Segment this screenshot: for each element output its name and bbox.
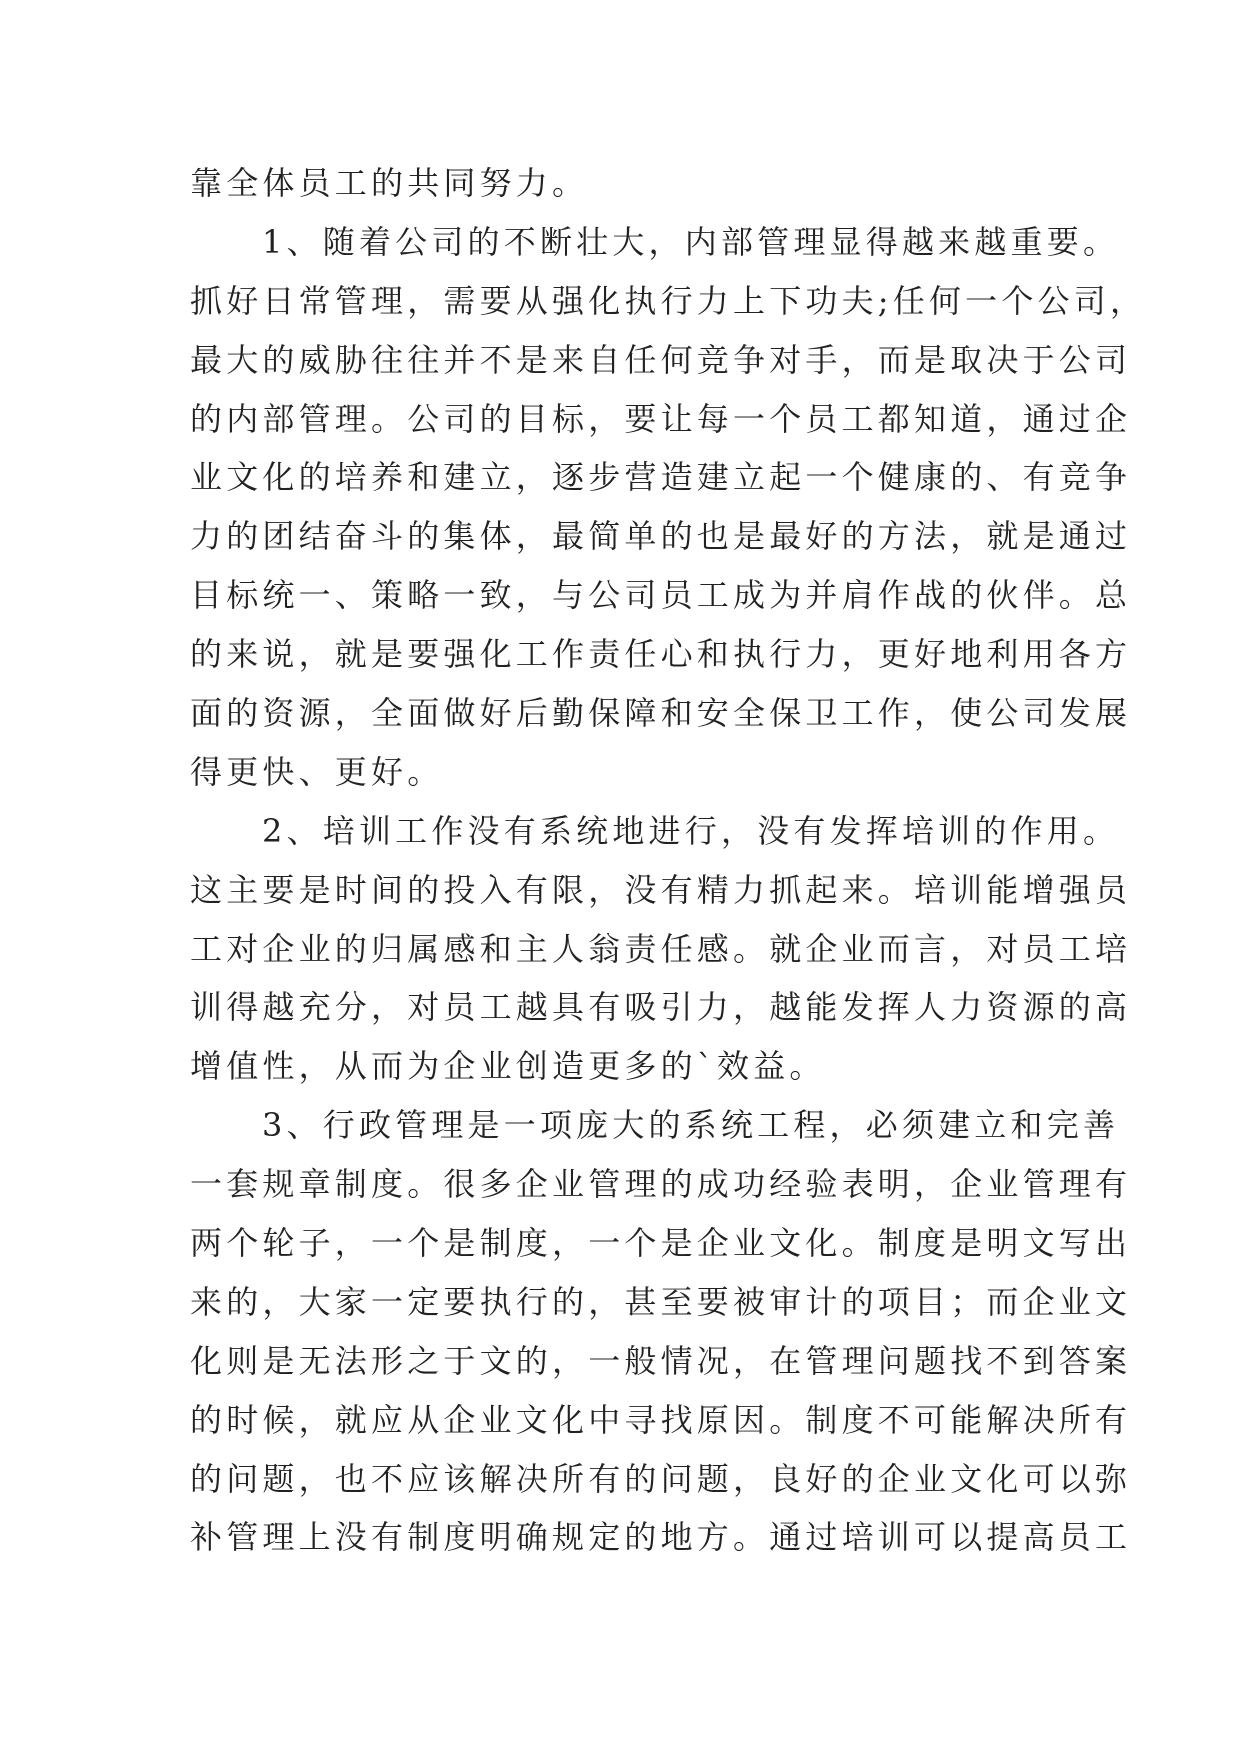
text-line: 训得越充分，对员工越具有吸引力，越能发挥人力资源的高 xyxy=(190,988,1132,1027)
text-line: 来的，大家一定要执行的，甚至要被审计的项目；而企业文 xyxy=(190,1282,1132,1321)
text-line: 3、行政管理是一项庞大的系统工程，必须建立和完善 xyxy=(262,1106,1120,1145)
text-line: 两个轮子，一个是制度，一个是企业文化。制度是明文写出 xyxy=(190,1224,1132,1263)
text-line: 这主要是时间的投入有限，没有精力抓起来。培训能增强员 xyxy=(190,870,1132,909)
text-line: 目标统一、策略一致，与公司员工成为并肩作战的伙伴。总 xyxy=(190,576,1132,615)
text-line: 的来说，就是要强化工作责任心和执行力，更好地利用各方 xyxy=(190,635,1132,674)
text-line: 力的团结奋斗的集体，最简单的也是最好的方法，就是通过 xyxy=(190,517,1132,556)
text-line: 最大的威胁往往并不是来自任何竞争对手，而是取决于公司 xyxy=(190,340,1132,379)
text-line: 抓好日常管理，需要从强化执行力上下功夫;任何一个公司， xyxy=(190,281,1147,320)
text-line: 的内部管理。公司的目标，要让每一个员工都知道，通过企 xyxy=(190,399,1132,438)
text-line: 靠全体员工的共同努力。 xyxy=(190,164,589,202)
text-line: 1、随着公司的不断壮大，内部管理显得越来越重要。 xyxy=(262,222,1120,261)
text-line: 工对企业的归属感和主人翁责任感。就企业而言，对员工培 xyxy=(190,929,1132,968)
text-line: 业文化的培养和建立，逐步营造建立起一个健康的、有竞争 xyxy=(190,458,1132,497)
text-line: 的时候，就应从企业文化中寻找原因。制度不可能解决所有 xyxy=(190,1400,1132,1439)
text-line: 面的资源，全面做好后勤保障和安全保卫工作，使公司发展 xyxy=(190,694,1132,733)
text-line: 增值性，从而为企业创造更多的`效益。 xyxy=(190,1047,826,1086)
text-line: 得更快、更好。 xyxy=(190,752,444,791)
text-line: 补管理上没有制度明确规定的地方。通过培训可以提高员工 xyxy=(190,1518,1132,1557)
text-line: 一套规章制度。很多企业管理的成功经验表明，企业管理有 xyxy=(190,1165,1132,1204)
body-text xyxy=(190,154,1147,1567)
text-line: 2、培训工作没有系统地进行，没有发挥培训的作用。 xyxy=(262,811,1120,850)
text-line: 的问题，也不应该解决所有的问题，良好的企业文化可以弥 xyxy=(190,1459,1132,1498)
text-line: 化则是无法形之于文的，一般情况，在管理问题找不到答案 xyxy=(190,1341,1132,1380)
